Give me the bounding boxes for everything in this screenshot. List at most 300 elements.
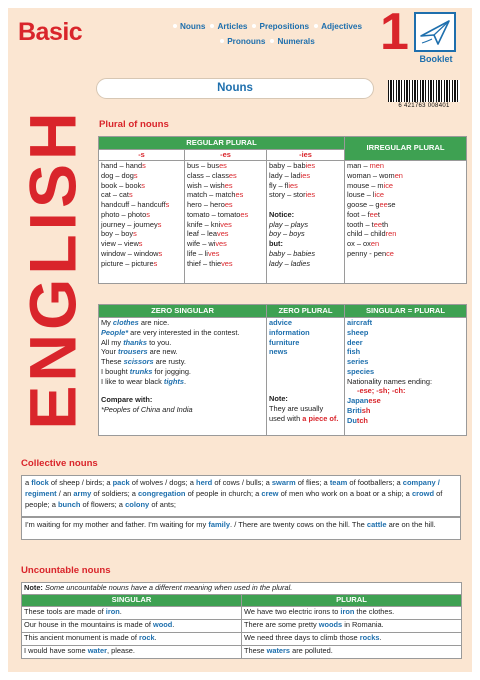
plural-base: knife – kni (187, 219, 221, 229)
plural-example (269, 181, 342, 191)
plural-ending: es (228, 170, 237, 180)
text: for jogging. (152, 366, 191, 376)
nationality-word (347, 396, 464, 406)
plural-base: life – li (187, 248, 208, 258)
collective-noun: crew (261, 488, 279, 498)
plural-example (101, 229, 182, 239)
compare-text: *Peoples of China and India (101, 405, 193, 415)
keyword: rock (139, 633, 155, 642)
plural-example (347, 181, 464, 191)
word: boys (289, 229, 305, 239)
plural-ending: ee (369, 209, 378, 219)
text: We need three days to climb those (244, 633, 360, 642)
plural-example (101, 200, 182, 210)
collective-sentence-part: I'm waiting for my mother and father. I'm waiting for my (25, 520, 209, 529)
word: ladies (290, 258, 311, 268)
uncountable-rows (22, 607, 462, 659)
plural-base: boy – boy (101, 229, 134, 239)
zero-singular-header: ZERO SINGULAR (99, 305, 267, 318)
zero-plural-word: advice (269, 318, 293, 327)
plural-example (269, 190, 342, 200)
plural-example (269, 161, 342, 171)
keyword: iron (105, 607, 120, 616)
ies-column (267, 161, 345, 284)
s-column (99, 161, 185, 284)
text: . (172, 620, 175, 629)
topic-item: Nouns (179, 22, 206, 31)
collective-sentence (21, 517, 461, 540)
topic-row-1 (156, 20, 374, 35)
plural-base: t (377, 209, 380, 219)
collective-sentence-part: . / There are twenty cows on the hill. The (230, 520, 367, 529)
uncountable-note (22, 583, 462, 595)
plural-base: photo – photo (101, 209, 147, 219)
collective-noun: swarm (271, 478, 296, 487)
word: play (269, 219, 283, 229)
plural-ending: es (224, 180, 233, 190)
barcode-number: 6 421763 008401 (398, 103, 450, 109)
keyword: woods (318, 620, 343, 629)
compare-label: Compare with: (101, 395, 153, 405)
text: / an (56, 488, 74, 498)
text: of flowers; a (80, 499, 126, 509)
plural-ending: ves (220, 219, 232, 229)
plural-example (187, 210, 264, 220)
dash: – (282, 219, 291, 229)
keyword: scissors (123, 357, 154, 367)
word: lady (269, 258, 283, 268)
text: the clothes. (354, 607, 395, 616)
table-row (22, 607, 462, 620)
plural-base: fly – fl (269, 180, 289, 190)
plural-ending: s (141, 180, 145, 190)
text: of cows / bulls; a (212, 478, 272, 487)
zero-plural-note-text: used with (269, 413, 303, 423)
plural-example (101, 249, 182, 259)
plural-ending: s (142, 161, 146, 170)
vertical-title: ENGLISH (15, 108, 90, 430)
text: of people in church; a (185, 488, 262, 498)
plural-example (347, 210, 464, 220)
plural-base: book – book (101, 180, 142, 190)
singular-cell (22, 607, 242, 620)
booklet-number: 1 (380, 8, 409, 61)
text: Your (101, 347, 118, 357)
plural-ending: es (224, 200, 233, 210)
barcode-icon (388, 80, 460, 102)
plural-ending: ves (207, 248, 220, 258)
plural-base: view – view (101, 239, 139, 249)
word: boy (269, 229, 281, 239)
collective-examples (21, 475, 461, 517)
plural-example (347, 239, 464, 249)
plural-ending: s (133, 170, 138, 180)
plural-ending: ce (386, 248, 394, 258)
plural-base: tooth – t (347, 219, 374, 229)
text: These (101, 357, 124, 367)
keyword: waters (266, 646, 291, 655)
plural-cell (242, 633, 462, 646)
zero-plural-column (267, 318, 345, 436)
bullet-dot-icon (173, 24, 177, 28)
plural-example (347, 161, 464, 171)
plural-ending: s (128, 190, 133, 200)
zero-plural-word: news (269, 347, 288, 357)
bullet-dot-icon (252, 24, 256, 28)
text: , please. (107, 646, 135, 655)
plural-ending: s (157, 219, 162, 229)
col-es-header: -es (185, 150, 267, 161)
table-row (22, 633, 462, 646)
singular-plural-word: species (347, 366, 375, 376)
plural-base: ox – ox (347, 239, 371, 249)
singular-header: SINGULAR (22, 595, 242, 607)
plural-example (347, 171, 464, 181)
keyword: thanks (123, 337, 148, 347)
plural-ending: ies (305, 161, 316, 170)
zero-singular-example (101, 338, 264, 348)
plural-example (187, 161, 264, 171)
but-example (269, 259, 342, 269)
plural-cell (242, 607, 462, 620)
plural-base: thief – thie (187, 258, 222, 268)
plural-example (101, 239, 182, 249)
text: These (244, 646, 267, 655)
collective-noun: army (73, 488, 92, 498)
keyword: clothes (112, 318, 139, 327)
plural-example (187, 259, 264, 269)
plural-base: tomato – tomato (187, 209, 241, 219)
plural-ending: en (370, 239, 380, 249)
dash: – (285, 248, 294, 258)
text: are new. (147, 347, 178, 357)
text: of people; a (25, 488, 443, 509)
plural-base: wife – wi (187, 239, 216, 249)
text: of ants; (149, 499, 176, 509)
text: . (183, 376, 187, 386)
collective-noun: herd (195, 478, 213, 487)
text: of wolves / dogs; a (129, 478, 196, 487)
keyword: trousers (118, 347, 148, 357)
singular-cell (22, 633, 242, 646)
text: . (379, 633, 382, 642)
plural-base: class – class (187, 170, 229, 180)
text: All my (101, 337, 124, 347)
plural-base: louse – l (347, 190, 375, 200)
plural-example (187, 220, 264, 230)
plural-base: mouse – m (347, 180, 384, 190)
booklet-page (8, 8, 472, 672)
collective-sentence-part: are on the hill. (386, 520, 436, 529)
plural-example (347, 220, 464, 230)
uncountable-table (21, 582, 462, 659)
keyword: wood (153, 620, 173, 629)
zero-plural-note-line2 (269, 414, 342, 424)
es-column (185, 161, 267, 284)
plural-ending: s (158, 248, 163, 258)
word: babies (293, 248, 316, 258)
text: to you. (147, 337, 172, 347)
singular-equals-plural-column (345, 318, 467, 436)
text: a (25, 478, 32, 487)
plural-example (101, 259, 182, 269)
plural-ending: ves (221, 258, 233, 268)
zero-table (98, 304, 467, 436)
singular-cell (22, 620, 242, 633)
topic-item: Adjectives (321, 22, 363, 31)
word: baby (269, 248, 286, 258)
plural-base: hand – hand (101, 161, 143, 170)
nationality-endings: -ese; -sh; -ch: (357, 386, 406, 396)
text: are very interested in the contest. (128, 327, 240, 337)
plural-example (347, 229, 464, 239)
singular-cell (22, 646, 242, 659)
zero-plural-list (269, 318, 342, 357)
collective-noun: team (329, 478, 348, 487)
singular-plural-word: aircraft (347, 318, 373, 327)
plural-cell (242, 620, 462, 633)
plural-base: window – window (101, 248, 159, 258)
irregular-column (345, 161, 467, 284)
ending: ese (368, 396, 381, 406)
plural-base: woman – wom (347, 170, 395, 180)
table-row (22, 620, 462, 633)
topic-row-2 (156, 35, 374, 50)
uncountable-title: Uncountable nouns (21, 565, 111, 576)
plural-ending: ves (217, 229, 229, 239)
collective-keyword: family (208, 520, 231, 529)
plural-base: leaf – lea (187, 229, 217, 239)
brand-title: Basic (18, 18, 83, 46)
plural-ending: es (219, 161, 227, 170)
bullet-dot-icon (270, 39, 274, 43)
plural-base: journey – journey (101, 219, 158, 229)
zero-plural-note-line1: They are usually (269, 403, 324, 413)
plural-example (187, 229, 264, 239)
keyword: iron (340, 607, 355, 616)
plural-ending: ies (288, 180, 298, 190)
uncountable-note-label: Note: (24, 583, 43, 592)
collective-noun: congregation (138, 488, 186, 498)
topic-list (156, 20, 374, 50)
plural-example (101, 210, 182, 220)
section-title: Nouns (96, 78, 374, 99)
text: in Romania. (342, 620, 384, 629)
collective-noun: flock (31, 478, 49, 487)
text: of sheep / birds; a (48, 478, 113, 487)
regular-plural-header: REGULAR PLURAL (99, 137, 345, 150)
plural-base: cat – cat (101, 190, 129, 200)
plural-example (101, 181, 182, 191)
zero-singular-column (99, 318, 267, 436)
plural-base: goose – g (347, 200, 380, 210)
word: plays (290, 219, 309, 229)
text: are polluted. (290, 646, 333, 655)
plural-example (187, 171, 264, 181)
plural-ending: en (394, 170, 403, 180)
text: This ancient monument is made of (24, 633, 140, 642)
paper-plane-logo-icon (414, 12, 456, 52)
plural-example (347, 200, 464, 210)
plural-example (101, 220, 182, 230)
plural-example (187, 239, 264, 249)
text: I would have some (24, 646, 88, 655)
keyword: People* (101, 327, 129, 337)
plural-ending: ies (305, 190, 316, 200)
zero-singular-examples (101, 318, 264, 386)
text: . (119, 607, 122, 616)
plural-ending: ice (383, 180, 394, 190)
bullet-dot-icon (210, 24, 214, 28)
singular-plural-list (347, 318, 464, 377)
col-ies-header: -ies (267, 150, 345, 161)
plural-ending: ves (215, 239, 227, 249)
plural-base: dog – dog (101, 170, 134, 180)
plural-base: picture – picture (101, 258, 154, 268)
zero-singular-example (101, 347, 264, 357)
plural-base: wish – wish (187, 180, 225, 190)
booklet-label: Booklet (419, 54, 453, 64)
topic-item: Prepositions (259, 22, 310, 31)
plural-ending: ies (300, 170, 311, 180)
plural-ending: s (138, 239, 143, 249)
plural-example (187, 181, 264, 191)
zero-plural-header: ZERO PLURAL (267, 305, 345, 318)
plural-ending: men (369, 161, 385, 170)
plural-base: baby – bab (269, 161, 306, 170)
plural-ending: s (153, 258, 158, 268)
text: are rusty. (153, 357, 186, 367)
but-example (269, 249, 342, 259)
plural-cell (242, 646, 462, 659)
collective-title: Collective nouns (21, 458, 98, 469)
plural-example (187, 249, 264, 259)
stem: Japan (347, 396, 369, 406)
plural-ending: s (133, 229, 137, 239)
plural-example (187, 200, 264, 210)
nationality-label: Nationality names ending: (347, 376, 433, 386)
plural-ending: ice (374, 190, 385, 200)
singular-plural-word: fish (347, 347, 361, 357)
nationality-word (347, 416, 464, 426)
bullet-dot-icon (314, 24, 318, 28)
plural-base: penny - pen (347, 248, 387, 258)
bullet-dot-icon (220, 39, 224, 43)
plural-example (101, 161, 182, 171)
plural-example (347, 249, 464, 259)
text: are nice. (138, 318, 170, 327)
text: of footballers; a (347, 478, 403, 487)
plural-base: se (387, 200, 396, 210)
singular-plural-word: deer (347, 337, 363, 347)
plural-ending: ee (373, 219, 382, 229)
text: I like to wear black (101, 376, 164, 386)
collective-noun: colony (125, 499, 150, 509)
plural-example (187, 190, 264, 200)
plural-ending: ee (379, 200, 388, 210)
plural-ending: es (240, 209, 249, 219)
plural-example (101, 171, 182, 181)
zero-singular-example (101, 367, 264, 377)
zero-plural-note-keyword: a piece of. (302, 413, 339, 423)
text: of men who work on a boat or a ship; a (278, 488, 412, 498)
singular-plural-word: sheep (347, 327, 369, 337)
plural-ending: s (165, 200, 170, 210)
ending: tch (356, 415, 368, 425)
zero-singular-example (101, 318, 264, 328)
topic-item: Numerals (277, 36, 315, 46)
plural-base: man – (347, 161, 370, 170)
topic-item: Articles (217, 22, 248, 31)
plural-base: bus – bus (187, 161, 220, 170)
plural-table (98, 136, 467, 284)
text: Our house in the mountains is made of (24, 620, 153, 629)
plural-base: foot – f (347, 209, 370, 219)
collective-noun: crowd (411, 488, 435, 498)
text: of flies; a (295, 478, 330, 487)
plural-example (347, 190, 464, 200)
text: These tools are made of (24, 607, 106, 616)
plural-base: handcuff – handcuff (101, 200, 166, 210)
zero-plural-word: information (269, 327, 310, 337)
singular-plural-word: series (347, 357, 369, 367)
topic-item: Pronouns (227, 36, 266, 46)
stem: Briti (347, 405, 362, 415)
dash: – (282, 258, 291, 268)
stem: Du (347, 415, 357, 425)
plural-example (269, 171, 342, 181)
collective-noun: bunch (57, 499, 81, 509)
plural-ending: ren (385, 229, 397, 239)
nationality-list (347, 396, 464, 425)
keyword: trunks (129, 366, 153, 376)
zero-singular-example (101, 357, 264, 367)
collective-keyword: cattle (366, 520, 387, 529)
notice-example (269, 229, 342, 239)
plural-base: story – stor (269, 190, 306, 200)
plural-title: Plural of nouns (99, 119, 169, 130)
col-s-header: -s (99, 150, 185, 161)
ending: sh (361, 405, 371, 415)
collective-noun: pack (112, 478, 130, 487)
singular-equals-plural-header: SINGULAR = PLURAL (345, 305, 467, 318)
plural-base: child – child (347, 229, 386, 239)
text: We have two electric irons to (244, 607, 341, 616)
uncountable-note-text: Some uncountable nouns have a different meaning when used in the plural. (42, 583, 293, 592)
nationality-word (347, 406, 464, 416)
plural-ending: es (235, 190, 244, 200)
spacer (269, 200, 342, 210)
text: . (154, 633, 157, 642)
keyword: rocks (359, 633, 380, 642)
notice-example (269, 220, 342, 230)
but-label: but: (269, 239, 283, 249)
keyword: water (87, 646, 107, 655)
dash: – (280, 229, 290, 239)
table-row (22, 646, 462, 659)
keyword: tights (163, 376, 184, 386)
irregular-plural-header: IRREGULAR PLURAL (345, 137, 467, 161)
zero-singular-example (101, 377, 264, 387)
plural-base: th (381, 219, 389, 229)
plural-base: match – match (187, 190, 236, 200)
collective-noun: company / regiment (25, 478, 440, 498)
plural-header: PLURAL (242, 595, 462, 607)
plural-example (101, 190, 182, 200)
text: My (101, 318, 113, 327)
zero-plural-word: furniture (269, 337, 300, 347)
notice-label: Notice: (269, 209, 295, 219)
